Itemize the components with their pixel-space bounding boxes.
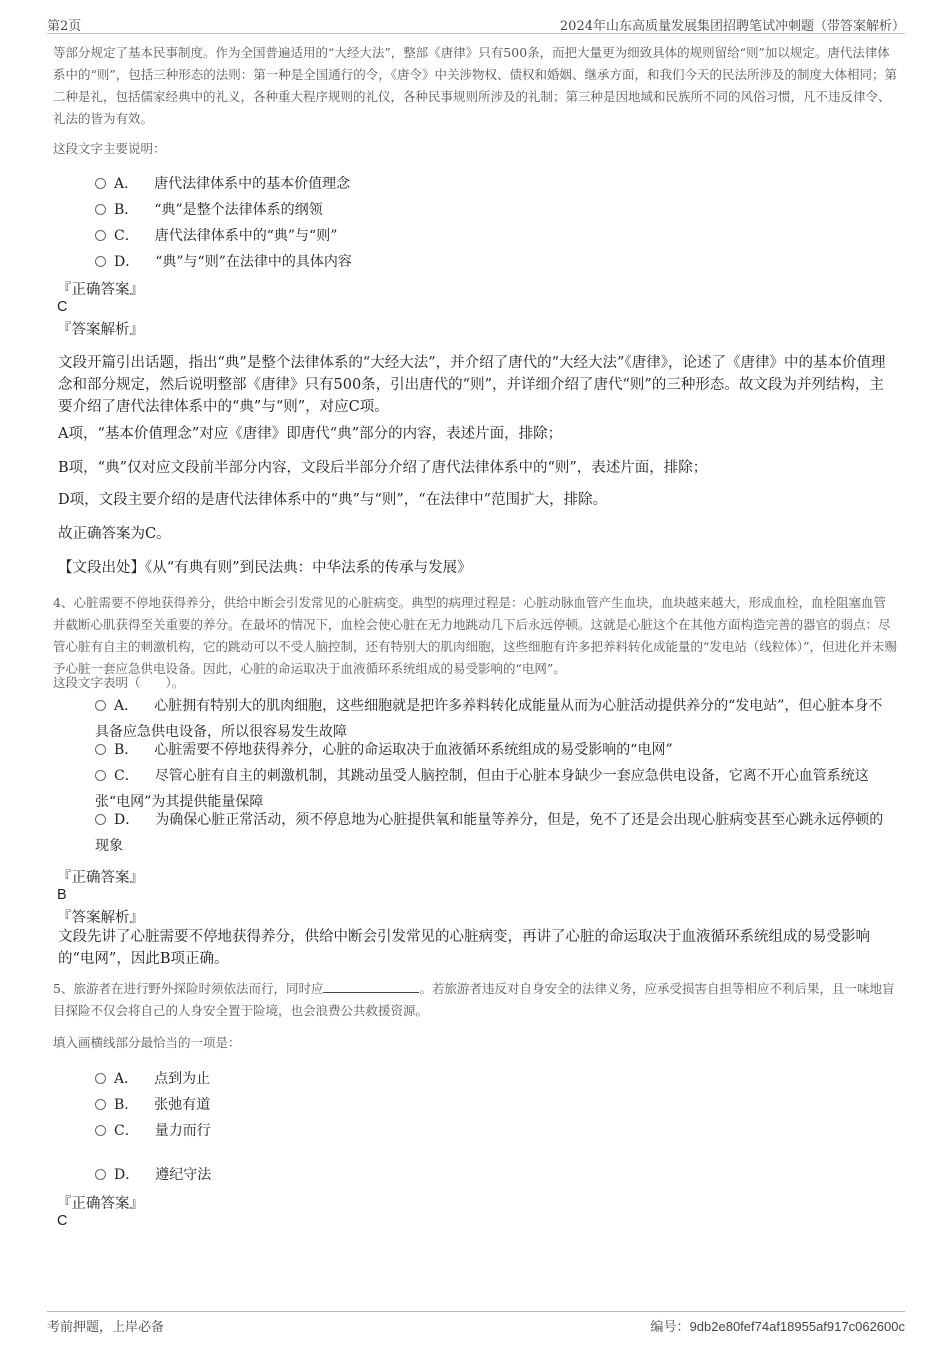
q5-passage: 5、旅游者在进行野外探险时须依法而行，同时应 。若旅游者违反对自身安全的法律义务，应承受损害自担等相应不利后果，且一味地盲目探险不仅会将自己的人身安全置于险境，也会浪费公共救援资源。: [53, 981, 895, 1018]
radio-icon[interactable]: [95, 230, 106, 241]
q5-stem: 填入画横线部分最恰当的一项是：: [53, 1035, 241, 1050]
radio-icon[interactable]: [95, 1169, 106, 1180]
radio-icon[interactable]: [95, 204, 106, 215]
q5-answer-label: 『正确答案』: [57, 1196, 144, 1212]
fill-blank: [323, 980, 419, 993]
q3-option-a[interactable]: A． 唐代法律体系中的基本价值理念: [95, 171, 350, 197]
q3-source: 【文段出处】《从“有典有则”到民法典：中华法系的传承与发展》: [58, 560, 472, 576]
document-code: 编号：9db2e80fef74af18955af917c062600c: [650, 1319, 905, 1335]
q4-option-a[interactable]: A． 心脏拥有特别大的肌肉细胞，这些细胞就是把许多养料转化成能量从而为心脏活动提供养分的“发电站”，但心脏本身不具备应急供电设备，所以很容易发生故障: [95, 698, 883, 740]
page-header: [47, 13, 905, 34]
q3-option-d[interactable]: D． “典”与“则”在法律中的具体内容: [95, 249, 352, 275]
footer-slogan: 考前押题，上岸必备: [47, 1320, 165, 1335]
q3-analysis-conclusion: 故正确答案为C。: [58, 526, 171, 542]
page-number: 第2页: [47, 19, 82, 34]
q3-analysis-paragraph: 文段开篇引出话题，指出“典”是整个法律体系的“大经大法”，并介绍了唐代的“大经大法”《唐律》，论述了《唐律》中的基本价值理念和部分规定，然后说明整部《唐律》只有500条，引出唐代的“则”，并详细介绍了唐代“则”的三种形态。故文段为并列结构，主要介绍了唐代法律体系中的“典”与“则”，对应C项。: [58, 355, 886, 415]
radio-icon[interactable]: [95, 744, 106, 755]
q5-option-b[interactable]: B． 张弛有道: [95, 1092, 210, 1118]
q3-answer: C: [57, 299, 68, 315]
radio-icon[interactable]: [95, 770, 106, 781]
q4-analysis: 文段先讲了心脏需要不停地获得养分，供给中断会引发常见的心脏病变，再讲了心脏的命运取决于血液循环系统组成的易受影响的“电网”，因此B项正确。: [58, 929, 870, 967]
radio-icon[interactable]: [95, 1099, 106, 1110]
page-footer: [47, 1311, 905, 1338]
q3-analysis-paragraph: D项，文段主要介绍的是唐代法律体系中的“典”与“则”，“在法律中”范围扩大，排除。: [58, 492, 608, 508]
q4-option-c[interactable]: C． 尽管心脏有自主的刺激机制，其跳动虽受人脑控制，但由于心脏本身缺少一套应急供电设备，它离不开心血管系统这张“电网”为其提供能量保障: [95, 768, 869, 810]
q3-option-b[interactable]: B． “典”是整个法律体系的纲领: [95, 197, 323, 223]
q4-answer: B: [57, 887, 67, 903]
q3-option-c[interactable]: C． 唐代法律体系中的“典”与“则”: [95, 223, 337, 249]
radio-icon[interactable]: [95, 700, 106, 711]
q3-passage: 等部分规定了基本民事制度。作为全国普遍适用的“大经大法”，整部《唐律》只有500条，而把大量更为细致具体的规则留给“则”加以规定。唐代法律体系中的“则”，包括三种形态的法则：第一种是全国通行的令，《唐令》中关涉物权、债权和婚姻、继承方面，和我们今天的民法所涉及的制度大体相同；第二种是礼，包括儒家经典中的礼义，各种重大程序规则的礼仪，各种民事规则所涉及的礼制；第三种是因地域和民族所不同的风俗习惯，凡不违反律令、礼法的皆为有效。: [53, 45, 898, 126]
q4-passage: 4、心脏需要不停地获得养分，供给中断会引发常见的心脏病变。典型的病理过程是：心脏动脉血管产生血块，血块越来越大，形成血栓，血栓阻塞血管并截断心肌获得至关重要的养分。在最坏的情况下，血栓会使心脏在无力地跳动几下后永远停顿。这就是心脏这个在其他方面构造完善的器官的弱点：尽管心脏有自主的刺激机构，它的跳动可以不受人脑控制，还有特别大的肌肉细胞，这些细胞有许多把养料转化成能量的“发电站（线粒体）”，但进化并未赐予心脏一套应急供电设备。因此，心脏的命运取决于血液循环系统组成的易受影响的“电网”。: [53, 595, 898, 676]
radio-icon[interactable]: [95, 1125, 106, 1136]
q3-analysis-paragraph: A项，“基本价值理念”对应《唐律》即唐代“典”部分的内容，表述片面，排除；: [58, 426, 563, 442]
radio-icon[interactable]: [95, 814, 106, 825]
q5-option-a[interactable]: A． 点到为止: [95, 1066, 210, 1092]
q5-answer: C: [57, 1213, 68, 1229]
q3-analysis-label: 『答案解析』: [57, 322, 144, 338]
q5-option-c[interactable]: C． 量力而行: [95, 1118, 211, 1144]
document-title: 2024年山东高质量发展集团招聘笔试冲刺题（带答案解析）: [559, 19, 905, 34]
q3-analysis-paragraph: B项，“典”仅对应文段前半部分内容，文段后半部分介绍了唐代法律体系中的“则”，表述片面，排除；: [58, 460, 708, 476]
q3-stem: 这段文字主要说明：: [53, 141, 166, 156]
q4-option-b[interactable]: B． 心脏需要不停地获得养分，心脏的命运取决于血液循环系统组成的易受影响的“电网”: [95, 737, 895, 763]
q5-option-d[interactable]: D． 遵纪守法: [95, 1162, 211, 1188]
radio-icon[interactable]: [95, 178, 106, 189]
radio-icon[interactable]: [95, 1073, 106, 1084]
q3-answer-label: 『正确答案』: [57, 282, 144, 298]
q4-option-d[interactable]: D． 为确保心脏正常活动，须不停息地为心脏提供氧和能量等养分，但是，免不了还是会出现心脏病变甚至心跳永远停顿的现象: [95, 812, 884, 854]
q4-stem: 这段文字表明（ ）。: [53, 675, 185, 690]
radio-icon[interactable]: [95, 256, 106, 267]
q4-answer-label: 『正确答案』: [57, 870, 144, 886]
q4-analysis-label: 『答案解析』: [57, 910, 144, 926]
